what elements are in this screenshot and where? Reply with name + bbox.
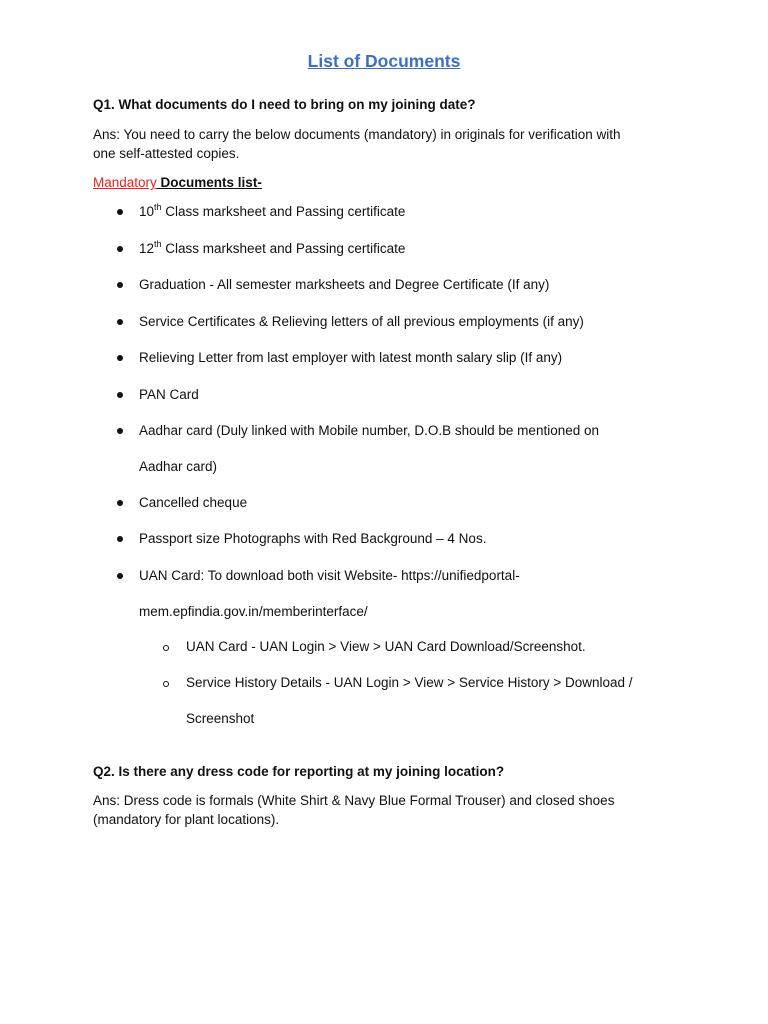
question-1: Q1. What documents do I need to bring on my joining date?: [93, 97, 476, 112]
list-item-aadhar-line-1: Aadhar card (Duly linked with Mobile number, D.O.B should be mentioned on: [139, 423, 599, 438]
circle-bullet-icon: [163, 681, 169, 687]
documents-list-label: Documents list-: [156, 175, 262, 190]
answer-1-line-1: Ans: You need to carry the below documents (mandatory) in originals for verification with: [93, 127, 621, 142]
list-item-graduation: Graduation - All semester marksheets and Degree Certificate (If any): [139, 277, 550, 292]
list-item-cancelled-cheque: Cancelled cheque: [139, 495, 248, 510]
documents-list-heading: [93, 174, 262, 192]
bullet-icon: [117, 282, 123, 288]
circle-bullet-icon: [163, 645, 169, 651]
subitem-service-history-line-1: Service History Details - UAN Login > View > Service History > Download /: [186, 675, 633, 690]
bullet-icon: [117, 319, 123, 325]
answer-2-line-1: Ans: Dress code is formals (White Shirt & Navy Blue Formal Trouser) and closed shoes: [93, 793, 615, 808]
list-item-uan-card-line-2: mem.epfindia.gov.in/memberinterface/: [139, 604, 368, 619]
page-title: List of Documents: [307, 51, 461, 71]
answer-1-line-2: one self-attested copies.: [93, 146, 240, 161]
subitem-uan-card-download: UAN Card - UAN Login > View > UAN Card Download/Screenshot.: [186, 639, 586, 654]
mandatory-label: Mandatory: [93, 175, 157, 190]
list-item-pan-card: PAN Card: [139, 387, 199, 402]
list-item-relieving-letter: Relieving Letter from last employer with latest month salary slip (If any): [139, 350, 563, 365]
bullet-icon: [117, 355, 123, 361]
list-item-photographs: Passport size Photographs with Red Background – 4 Nos.: [139, 531, 487, 546]
list-item-aadhar-line-2: Aadhar card): [139, 459, 218, 474]
answer-2-line-2: (mandatory for plant locations).: [93, 812, 280, 827]
bullet-icon: [117, 392, 123, 398]
list-item-10th: 10th Class marksheet and Passing certificate: [139, 201, 406, 219]
bullet-icon: [117, 428, 123, 434]
list-item-service-certificates: Service Certificates & Relieving letters of all previous employments (if any): [139, 314, 584, 329]
bullet-icon: [117, 500, 123, 506]
list-item-uan-card-line-1: UAN Card: To download both visit Website- https://unifiedportal-: [139, 568, 520, 583]
bullet-icon: [117, 209, 123, 215]
bullet-icon: [117, 573, 123, 579]
bullet-icon: [117, 536, 123, 542]
list-item-12th: 12th Class marksheet and Passing certificate: [139, 238, 406, 256]
question-2: Q2. Is there any dress code for reporting at my joining location?: [93, 764, 505, 779]
bullet-icon: [117, 246, 123, 252]
subitem-service-history-line-2: Screenshot: [186, 711, 255, 726]
